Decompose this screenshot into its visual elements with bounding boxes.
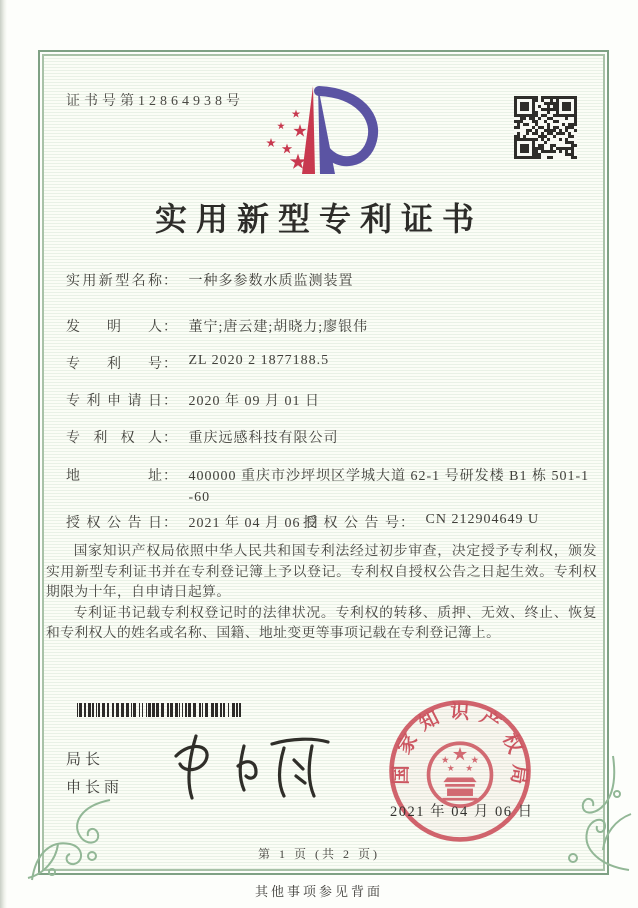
field-row-grant (66, 512, 596, 532)
field-label: 地址 (66, 469, 163, 484)
field-row-name (66, 270, 596, 290)
legal-paragraph-1: 国家知识产权局依照中华人民共和国专利法经过初步审查，决定授予专利权，颁发实用新型专利证书并在专利登记簿上予以登记。专利权自授权公告之日起生效。专利权期限为十年，自申请日起算。 (46, 543, 597, 600)
field-value-patentee: 重庆远感科技有限公司 (188, 431, 339, 446)
field-row-patentee (66, 427, 596, 447)
field-value-patent-number: ZL 2020 2 1877188.5 (188, 353, 330, 368)
legal-paragraph-2: 专利证书记载专利权登记时的法律状况。专利权的转移、质押、无效、终止、恢复和专利权人的姓名或名称、国籍、地址变更等事项记载在专利登记簿上。 (46, 604, 597, 641)
field-colon: ： (163, 516, 178, 531)
field-colon: ： (400, 516, 415, 531)
cnipa-logo (252, 82, 402, 182)
logo-stars-icon (266, 110, 306, 169)
certificate-title: 实用新型专利证书 (154, 201, 483, 237)
signer-name: 申长雨 (66, 780, 124, 796)
field-label: 实用新型名称 (66, 274, 163, 289)
field-value-filing-date: 2020 年 09 月 01 日 (188, 394, 320, 409)
field-colon: ： (163, 431, 178, 446)
field-colon: ： (163, 320, 178, 335)
signer-title: 局长 (66, 752, 105, 768)
address-line-2: -60 (188, 489, 211, 505)
legal-text-block (46, 541, 597, 644)
field-label: 专利申请日 (66, 394, 163, 409)
seal-date: 2021 年 04 月 06 日 (390, 804, 534, 820)
field-label: 发明人 (66, 320, 163, 335)
address-line-1: 400000 重庆市沙坪坝区学城大道 62-1 号研发楼 B1 栋 501-1 (188, 469, 590, 484)
field-label: 授权公告号 (303, 516, 400, 531)
field-row-filing-date (66, 390, 596, 410)
qr-code (514, 96, 577, 159)
barcode (77, 703, 241, 717)
field-value-grant-number: CN 212904649 U (425, 512, 540, 527)
signature (156, 728, 341, 808)
field-value-invention-name: 一种多参数水质监测装置 (188, 274, 354, 289)
certificate-number: 证书号第12864938号 (66, 94, 244, 109)
field-colon: ： (163, 274, 178, 289)
field-colon: ： (163, 469, 178, 484)
corner-ornament-bottom-left-icon (22, 794, 117, 884)
field-label: 授权公告日 (66, 516, 163, 531)
back-side-note: 其他事项参见背面 (254, 884, 383, 899)
field-label: 专利权人 (66, 431, 163, 446)
official-seal (386, 697, 534, 845)
field-row-address (66, 467, 596, 508)
field-row-patent-number (66, 353, 596, 373)
field-row-inventors (66, 316, 596, 336)
field-label: 专利号 (66, 357, 163, 372)
field-pair-grant-number (303, 512, 539, 532)
field-value-address (189, 467, 599, 508)
field-value-inventors: 董宁;唐云建;胡晓力;廖银伟 (188, 320, 369, 335)
field-colon: ： (163, 394, 178, 409)
seal-agency-text: 国家知识产权局 (391, 701, 531, 795)
field-colon: ： (163, 357, 178, 372)
field-value-grant-date: 2021 年 04 月 06 日 (188, 516, 320, 531)
scan-edge-shadow (0, 0, 7, 908)
page-number: 第 1 页 (共 2 页) (258, 847, 380, 861)
